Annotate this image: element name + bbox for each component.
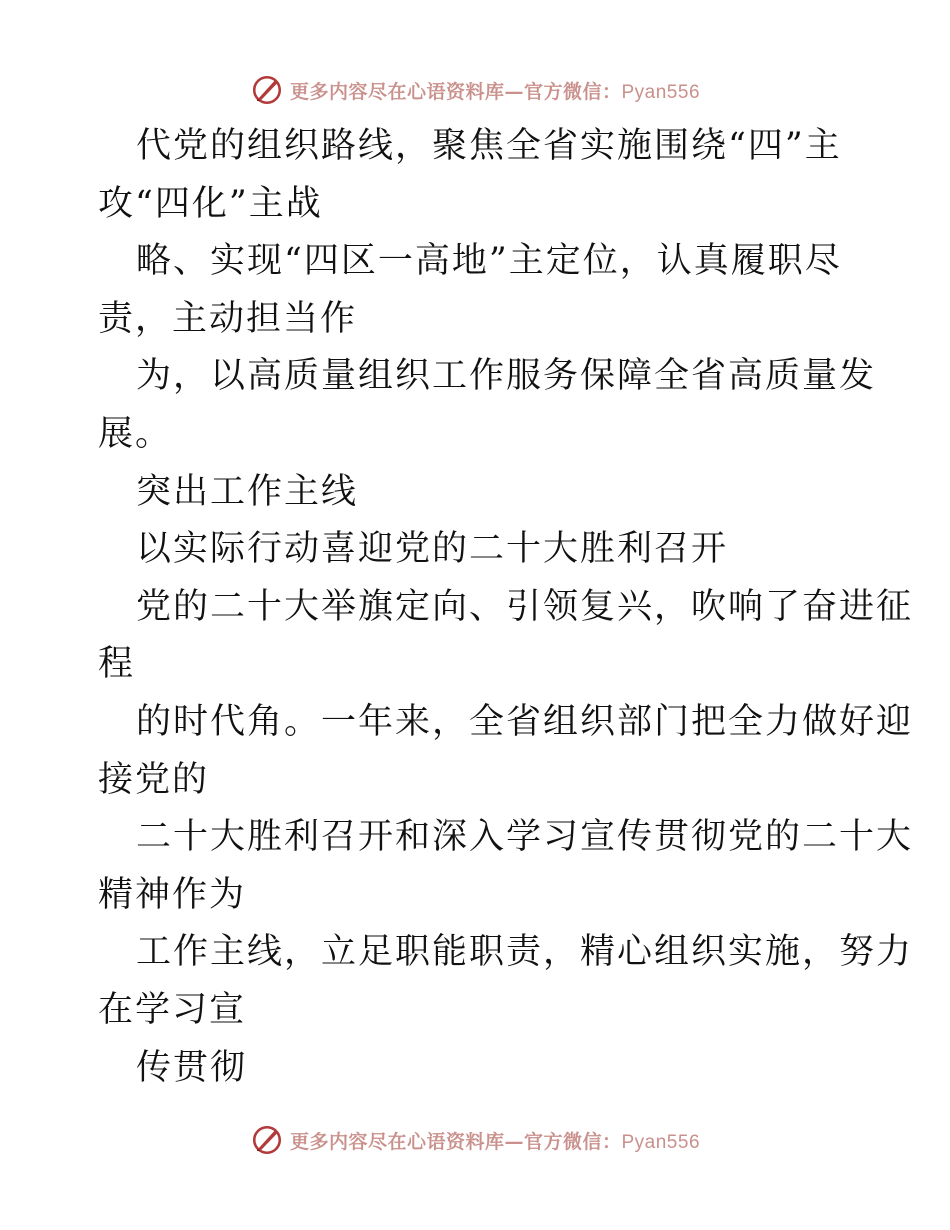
text-line: 程 bbox=[98, 644, 136, 685]
text-line: 工作主线，立足职能职责，精心组织实施，努力 bbox=[136, 932, 914, 973]
text-line: 精神作为 bbox=[98, 874, 247, 915]
text-line: 责，主动担当作 bbox=[98, 298, 358, 339]
watermark-text: 更多内容尽在心语资料库—官方微信：Pyan556 bbox=[289, 1130, 701, 1153]
header-watermark bbox=[0, 70, 950, 110]
text-line: 突出工作主线 bbox=[136, 471, 359, 512]
document-body bbox=[98, 118, 914, 1097]
footer-watermark bbox=[0, 1120, 950, 1160]
watermark-text: 更多内容尽在心语资料库—官方微信：Pyan556 bbox=[289, 80, 701, 103]
pen-quill-logo-icon bbox=[250, 73, 284, 107]
text-line: 以实际行动喜迎党的二十大胜利召开 bbox=[136, 529, 729, 570]
text-line: 在学习宣 bbox=[98, 989, 247, 1030]
pen-quill-logo-icon bbox=[250, 1123, 284, 1157]
watermark-account: Pyan556 bbox=[621, 81, 701, 103]
text-line: 二十大胜利召开和深入学习宣传贯彻党的二十大 bbox=[136, 817, 914, 858]
text-line: 代党的组织路线，聚焦全省实施围绕“四”主 bbox=[136, 126, 842, 166]
text-line: 展。 bbox=[98, 413, 173, 454]
watermark-account: Pyan556 bbox=[621, 1131, 701, 1153]
text-line: 的时代角。一年来，全省组织部门把全力做好迎 bbox=[136, 701, 914, 742]
text-line: 接党的 bbox=[98, 759, 210, 800]
text-line: 党的二十大举旗定向、引领复兴，吹响了奋进征 bbox=[136, 586, 914, 627]
text-line: 略、实现“四区一高地”主定位，认真履职尽 bbox=[136, 241, 842, 282]
text-line: 攻“四化”主战 bbox=[98, 183, 323, 224]
text-line: 为，以高质量组织工作服务保障全省高质量发 bbox=[136, 356, 877, 397]
text-line: 传贯彻 bbox=[136, 1047, 248, 1088]
